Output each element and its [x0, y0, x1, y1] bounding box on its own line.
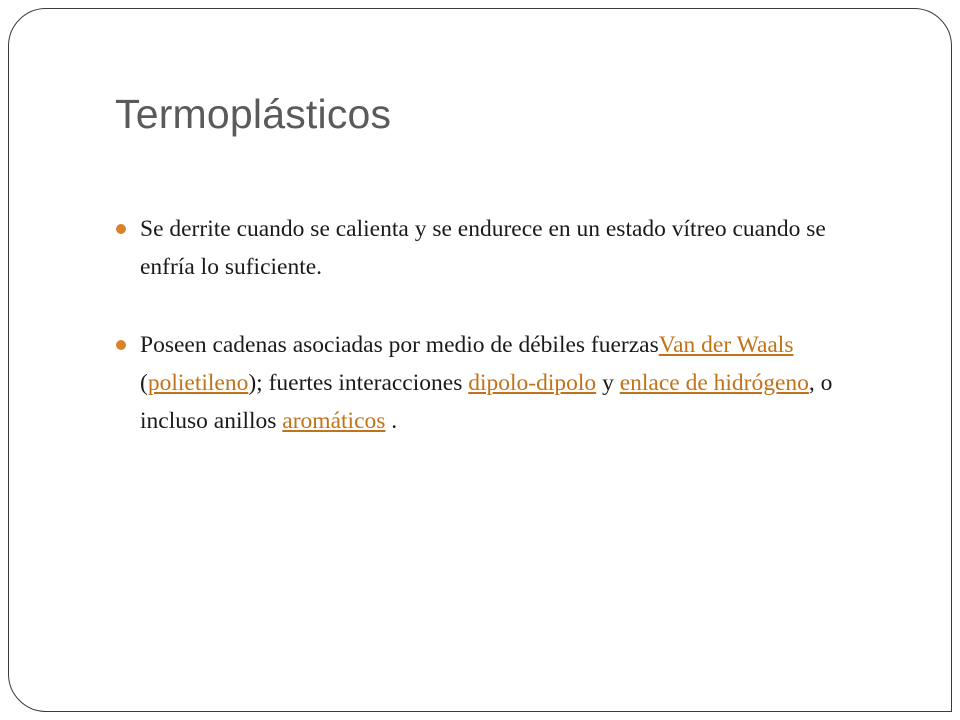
bullet-item — [115, 326, 875, 440]
link-enlace-de-hidrogeno[interactable]: enlace de hidrógeno — [619, 370, 809, 396]
bullet-dot-icon — [116, 340, 126, 350]
bullet-text-segment: , o incluso anillos — [140, 370, 833, 434]
link-aromaticos[interactable]: aromáticos — [282, 408, 386, 434]
bullet-text-segment: Poseen cadenas asociadas por medio de débiles fuerzas — [140, 332, 659, 358]
slide — [8, 8, 952, 712]
bullet-text-segment: ); fuertes interacciones — [248, 370, 469, 396]
link-van-der-waals[interactable]: Van der Waals — [658, 332, 794, 358]
bullet-text-segment: ( — [140, 370, 148, 396]
bullet-dot-icon — [116, 224, 126, 234]
bullet-list — [115, 210, 875, 480]
bullet-text: Se derrite cuando se calienta y se endurece en un estado vítreo cuando se enfría lo suficiente. — [140, 216, 826, 280]
bullet-text-segment: y — [596, 370, 620, 396]
bullet-text-segment: . — [385, 408, 398, 434]
bullet-item — [115, 210, 875, 286]
link-dipolo-dipolo[interactable]: dipolo-dipolo — [468, 370, 597, 396]
slide-title: Termoplásticos — [115, 91, 392, 137]
link-polietileno[interactable]: polietileno — [147, 370, 249, 396]
